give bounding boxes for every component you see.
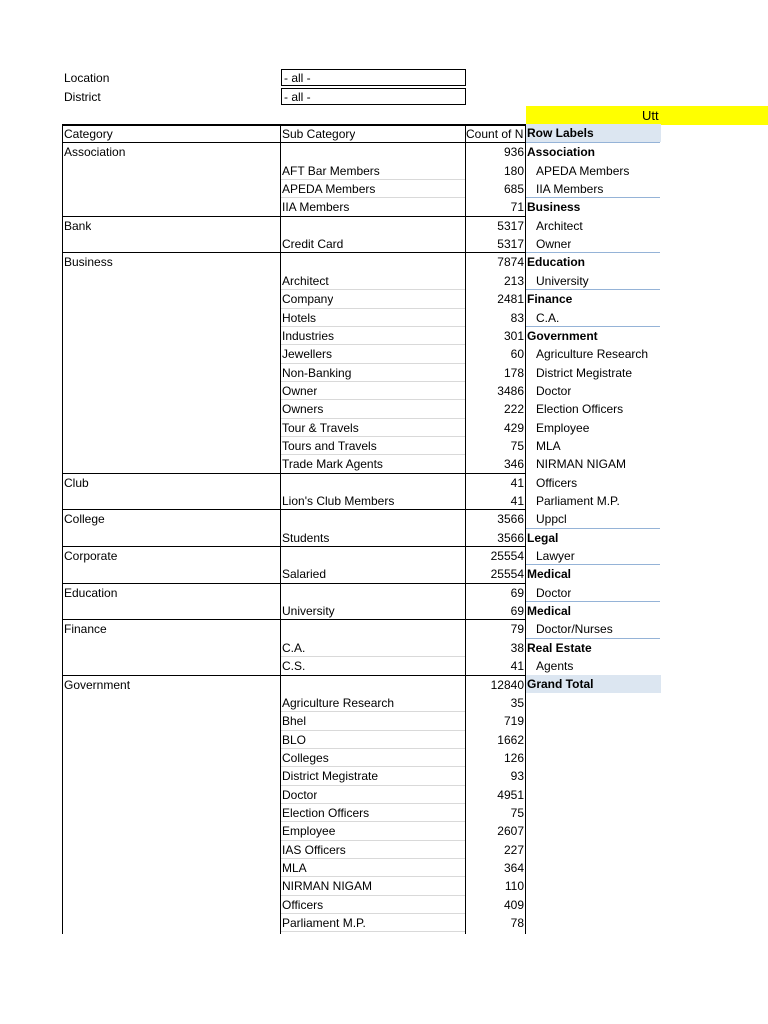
header-category: Category bbox=[64, 127, 113, 141]
count-cell: 78 bbox=[510, 916, 524, 931]
count-cell: 685 bbox=[503, 182, 524, 197]
pivot-group-label[interactable]: Medical bbox=[527, 567, 572, 582]
filter-location-select[interactable]: - all - bbox=[281, 69, 466, 86]
filter-label-location: Location bbox=[64, 71, 110, 85]
count-cell: 3566 bbox=[497, 530, 524, 545]
sub-category-cell: Doctor bbox=[282, 787, 318, 802]
category-cell: Finance bbox=[64, 622, 107, 637]
pivot-item-label[interactable]: Doctor/Nurses bbox=[536, 622, 613, 637]
sub-category-cell: District Megistrate bbox=[282, 769, 379, 784]
pivot-item-label[interactable]: Agents bbox=[536, 659, 574, 674]
pivot-item-label[interactable]: Agriculture Research bbox=[536, 347, 649, 362]
count-cell: 79 bbox=[510, 622, 524, 637]
pivot-item-label[interactable]: Election Officers bbox=[536, 402, 624, 417]
pivot-group-label[interactable]: Finance bbox=[527, 292, 573, 307]
sub-category-cell: MLA bbox=[282, 861, 307, 875]
sub-category-cell: Students bbox=[282, 530, 330, 545]
pivot-item-label[interactable]: Owner bbox=[536, 237, 572, 252]
header-count: Count of N bbox=[466, 127, 524, 141]
pivot-item-label[interactable]: Architect bbox=[536, 218, 583, 233]
sub-category-cell: Colleges bbox=[282, 750, 329, 765]
sub-category-cell: Officers bbox=[282, 897, 324, 912]
pivot-group-label[interactable]: Association bbox=[527, 145, 596, 160]
count-cell: 227 bbox=[503, 842, 524, 857]
pivot-item-label[interactable]: Parliament M.P. bbox=[536, 494, 620, 508]
count-cell: 41 bbox=[510, 494, 524, 508]
pivot-item-label[interactable]: University bbox=[536, 273, 589, 288]
sub-category-cell: Bhel bbox=[282, 714, 307, 729]
category-cell: Education bbox=[64, 585, 118, 600]
count-cell: 719 bbox=[503, 714, 524, 729]
sub-category-cell: University bbox=[282, 604, 335, 619]
sub-category-cell: Tour & Travels bbox=[282, 420, 359, 435]
count-cell: 2481 bbox=[497, 292, 524, 307]
count-cell: 4951 bbox=[497, 787, 524, 802]
count-cell: 75 bbox=[510, 438, 524, 453]
category-cell: Association bbox=[64, 145, 126, 160]
sub-category-cell: Employee bbox=[282, 824, 336, 839]
count-cell: 75 bbox=[510, 805, 524, 820]
pivot-group-label[interactable]: Education bbox=[527, 255, 586, 270]
count-cell: 38 bbox=[510, 640, 524, 655]
pivot-item-label[interactable]: Uppcl bbox=[536, 512, 567, 527]
count-cell: 12840 bbox=[490, 677, 524, 692]
count-cell: 110 bbox=[504, 879, 524, 894]
sub-category-cell: Hotels bbox=[282, 310, 317, 325]
group-separator bbox=[62, 216, 526, 217]
count-cell: 429 bbox=[503, 420, 524, 435]
pivot-item-label[interactable]: C.A. bbox=[536, 310, 560, 325]
group-separator bbox=[62, 675, 526, 676]
filter-label-district: District bbox=[64, 90, 101, 104]
sub-category-cell: Parliament M.P. bbox=[282, 916, 366, 931]
pivot-group-label[interactable]: Legal bbox=[527, 530, 559, 545]
count-cell: 71 bbox=[510, 200, 524, 215]
table-top-border bbox=[62, 124, 526, 126]
sub-category-cell: APEDA Members bbox=[282, 182, 376, 197]
sub-row-line bbox=[280, 931, 465, 932]
sub-category-cell: NIRMAN NIGAM bbox=[282, 879, 372, 894]
group-separator bbox=[62, 546, 526, 547]
sub-category-cell: Industries bbox=[282, 328, 335, 343]
category-cell: College bbox=[64, 512, 105, 527]
count-cell: 409 bbox=[503, 897, 524, 912]
sub-category-cell: Company bbox=[282, 292, 334, 307]
sub-row-line bbox=[280, 858, 465, 859]
count-cell: 126 bbox=[503, 750, 524, 765]
sub-category-cell: Salaried bbox=[282, 567, 327, 582]
count-cell: 364 bbox=[503, 861, 524, 875]
category-cell: Bank bbox=[64, 218, 92, 233]
pivot-group-separator bbox=[526, 564, 660, 565]
category-cell: Business bbox=[64, 255, 113, 270]
count-cell: 301 bbox=[503, 328, 524, 343]
pivot-item-label[interactable]: APEDA Members bbox=[536, 163, 630, 178]
pivot-group-separator bbox=[526, 638, 660, 639]
count-cell: 7874 bbox=[497, 255, 524, 270]
sub-category-cell: Trade Mark Agents bbox=[282, 457, 383, 472]
group-separator bbox=[62, 509, 526, 510]
category-cell: Corporate bbox=[64, 549, 118, 564]
table-header-underline bbox=[62, 142, 526, 143]
sub-category-cell: Tours and Travels bbox=[282, 438, 377, 453]
sub-category-cell: Owners bbox=[282, 402, 324, 417]
sub-category-cell: Architect bbox=[282, 273, 329, 288]
count-cell: 35 bbox=[510, 695, 524, 710]
count-cell: 2607 bbox=[497, 824, 524, 839]
sub-category-cell: C.A. bbox=[282, 640, 306, 655]
pivot-group-separator bbox=[526, 252, 660, 253]
sub-category-cell: AFT Bar Members bbox=[282, 163, 380, 178]
pivot-group-label[interactable]: Government bbox=[527, 328, 598, 343]
title-banner bbox=[526, 106, 768, 125]
sub-category-cell: Lion's Club Members bbox=[282, 494, 395, 508]
count-cell: 1662 bbox=[497, 732, 524, 747]
count-cell: 93 bbox=[510, 769, 524, 784]
count-cell: 69 bbox=[510, 604, 524, 619]
count-cell: 25554 bbox=[490, 567, 524, 582]
pivot-group-separator bbox=[526, 197, 660, 198]
pivot-item-label[interactable]: Employee bbox=[536, 420, 590, 435]
count-cell: 936 bbox=[503, 145, 524, 160]
sub-category-cell: Agriculture Research bbox=[282, 695, 395, 710]
pivot-item-label[interactable]: IIA Members bbox=[536, 182, 604, 197]
group-separator bbox=[62, 619, 526, 620]
pivot-grand-total: Grand Total bbox=[526, 675, 661, 693]
pivot-item-label[interactable]: District Megistrate bbox=[536, 365, 633, 380]
count-cell: 25554 bbox=[490, 549, 524, 564]
pivot-group-separator bbox=[526, 601, 660, 602]
count-cell: 222 bbox=[503, 402, 524, 417]
sub-category-cell: C.S. bbox=[282, 659, 306, 674]
pivot-group-label[interactable]: Real Estate bbox=[527, 640, 592, 655]
pivot-header[interactable]: Row Labels bbox=[526, 124, 661, 142]
count-cell: 3566 bbox=[497, 512, 524, 527]
pivot-group-label[interactable]: Business bbox=[527, 200, 581, 215]
sub-category-cell: IIA Members bbox=[282, 200, 350, 215]
count-cell: 41 bbox=[510, 659, 524, 674]
group-separator bbox=[62, 583, 526, 584]
pivot-item-label[interactable]: Officers bbox=[536, 475, 578, 490]
category-cell: Government bbox=[64, 677, 131, 692]
pivot-group-separator bbox=[526, 326, 660, 327]
data-table bbox=[62, 124, 526, 934]
group-separator bbox=[62, 473, 526, 474]
sub-category-cell: IAS Officers bbox=[282, 842, 346, 857]
sub-category-cell: Credit Card bbox=[282, 237, 344, 252]
category-cell: Club bbox=[64, 475, 89, 490]
pivot-table bbox=[526, 124, 660, 704]
sub-category-cell: BLO bbox=[282, 732, 307, 747]
count-cell: 41 bbox=[510, 475, 524, 490]
pivot-item-label[interactable]: MLA bbox=[536, 438, 561, 453]
count-cell: 180 bbox=[503, 163, 524, 178]
sub-row-line bbox=[280, 656, 465, 657]
pivot-item-label[interactable]: Lawyer bbox=[536, 549, 575, 564]
count-cell: 60 bbox=[510, 347, 524, 362]
table-col-divider-1 bbox=[280, 124, 281, 934]
count-cell: 69 bbox=[510, 585, 524, 600]
sub-category-cell: Election Officers bbox=[282, 805, 370, 820]
pivot-group-separator bbox=[526, 142, 660, 143]
pivot-item-label[interactable]: Doctor bbox=[536, 383, 572, 398]
table-left-border bbox=[62, 124, 63, 934]
sub-category-cell: Owner bbox=[282, 383, 318, 398]
count-cell: 213 bbox=[503, 273, 524, 288]
pivot-item-label[interactable]: Doctor bbox=[536, 585, 572, 600]
sub-row-line bbox=[280, 711, 465, 712]
pivot-item-label[interactable]: NIRMAN NIGAM bbox=[536, 457, 626, 472]
sub-category-cell: Non-Banking bbox=[282, 365, 352, 380]
count-cell: 178 bbox=[503, 365, 524, 380]
title-banner-text: Utt bbox=[642, 108, 659, 123]
group-separator bbox=[62, 252, 526, 253]
count-cell: 3486 bbox=[497, 383, 524, 398]
table-col-divider-2 bbox=[465, 124, 466, 934]
header-sub-category: Sub Category bbox=[282, 127, 356, 141]
pivot-group-label[interactable]: Medical bbox=[527, 604, 572, 619]
count-cell: 83 bbox=[510, 310, 524, 325]
count-cell: 5317 bbox=[497, 237, 524, 252]
sub-row-line bbox=[280, 730, 465, 731]
count-cell: 5317 bbox=[497, 218, 524, 233]
pivot-group-separator bbox=[526, 528, 660, 529]
sub-category-cell: Jewellers bbox=[282, 347, 333, 362]
count-cell: 346 bbox=[503, 457, 524, 472]
pivot-group-separator bbox=[526, 289, 660, 290]
filter-district-select[interactable]: - all - bbox=[281, 88, 466, 105]
